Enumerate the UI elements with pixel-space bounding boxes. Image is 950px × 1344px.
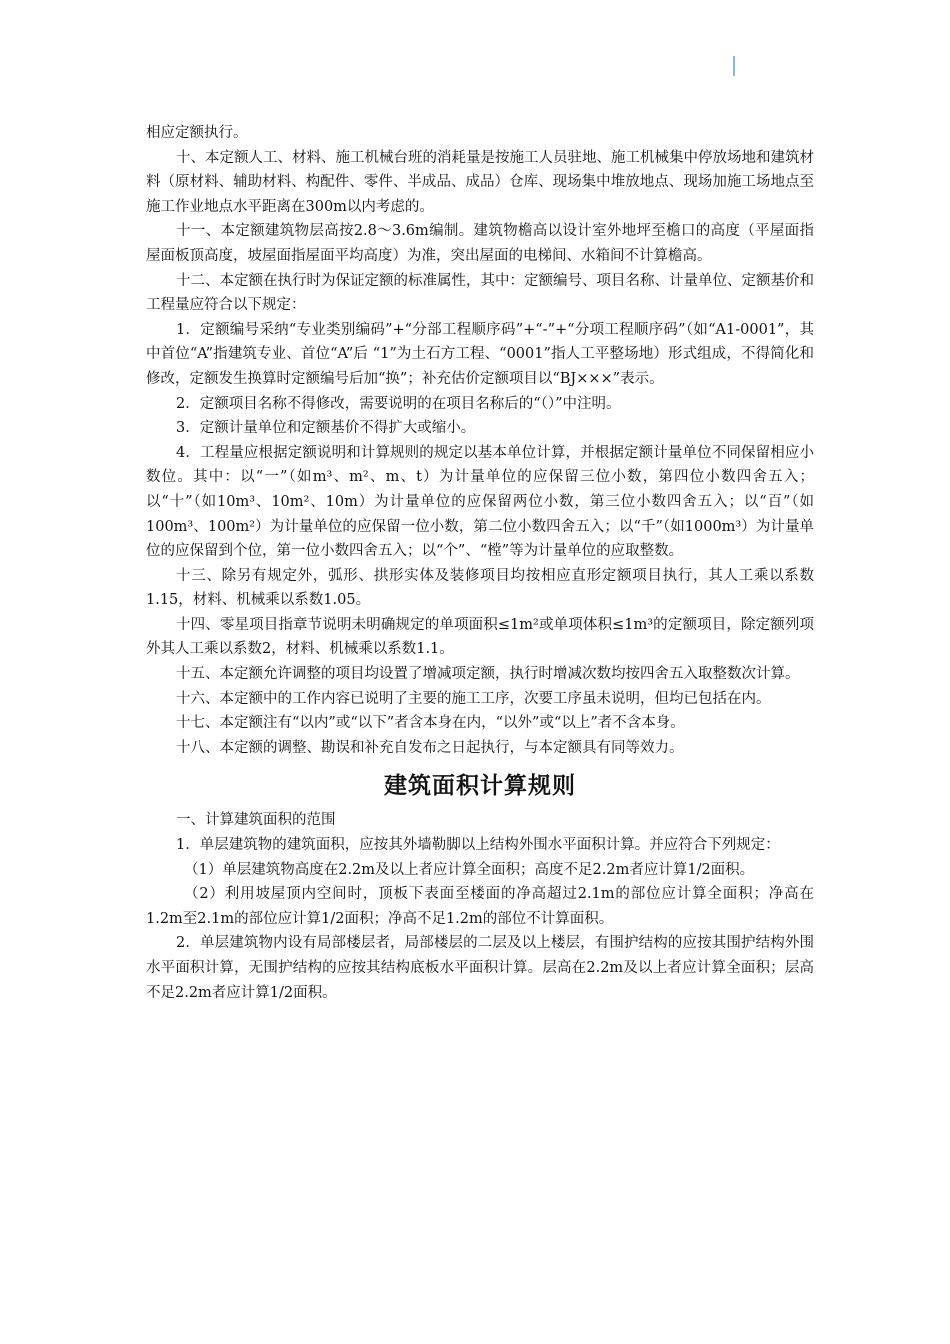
- paragraph-rule-2: 2．单层建筑物内设有局部楼层者，局部楼层的二层及以上楼层，有围护结构的应按其围护结构外围水平面积计算，无围护结构的应按其结构底板水平面积计算。层高在2.2m及以上者应计算全面积；层高不足2.2m者应计算1/2面积。: [146, 935, 814, 1001]
- section-title: 建筑面积计算规则: [384, 773, 576, 800]
- paragraph-item-16: 十六、本定额中的工作内容已说明了主要的施工工序，次要工序虽未说明，但均已包括在内。: [176, 690, 771, 707]
- paragraph-subitem-1: 1．定额编号采纳“专业类别编码”+“分部工程顺序码”+“-”+“分项工程顺序码”（如“A1-0001”，其中首位“A”指建筑专业、首位“A”后 “1”为土石方工程、“0001”指人工平整场地）形式组成，不得简化和修改，定额发生换算时定额编号后加“换”；补充估价定额项目以“BJ×××”表示。: [146, 321, 814, 387]
- paragraph-rule-1-sub-2: （2）利用坡屋顶内空间时，顶板下表面至楼面的净高超过2.1m的部位应计算全面积；净高在1.2m至2.1m的部位应计算1/2面积；净高不足1.2m的部位不计算面积。: [146, 886, 814, 927]
- paragraph-rule-1: 1．单层建筑物的建筑面积，应按其外墙勒脚以上结构外围水平面积计算。并应符合下列规定：: [176, 837, 780, 854]
- paragraph-item-13: 十三、除另有规定外，弧形、拱形实体及装修项目均按相应直形定额项目执行，其人工乘以系数1.15，材料、机械乘以系数1.05。: [146, 567, 814, 609]
- paragraph-continuation: 相应定额执行。: [146, 125, 248, 141]
- paragraph-rule-1-sub-1: （1）单层建筑物高度在2.2m及以上者应计算全面积；高度不足2.2m者应计算1/2面积。: [184, 861, 755, 878]
- paragraph-item-18: 十八、本定额的调整、勘误和补充自发布之日起执行，与本定额具有同等效力。: [176, 739, 684, 756]
- paragraph-subitem-3: 3．定额计量单位和定额基价不得扩大或缩小。: [176, 420, 476, 437]
- page-corner-mark: [733, 56, 735, 76]
- paragraph-item-12: 十二、本定额在执行时为保证定额的标准属性，其中：定额编号、项目名称、计量单位、定额基价和工程量应符合以下规定：: [146, 272, 814, 314]
- paragraph-item-14: 十四、零星项目指章节说明未明确规定的单项面积≤1m²或单项体积≤1m³的定额项目，除定额列项外其人工乘以系数2，材料、机械乘以系数1.1。: [146, 616, 814, 658]
- paragraph-item-15: 十五、本定额允许调整的项目均设置了增减项定额，执行时增减次数均按四舍五入取整数次计算。: [176, 666, 800, 683]
- paragraph-item-11: 十一、本定额建筑物层高按2.8～3.6m编制。建筑物檐高以设计室外地坪至檐口的高度（平屋面指屋面板顶高度，坡屋面指屋面平均高度）为准，突出屋面的电梯间、水箱间不计算檐高。: [146, 223, 814, 264]
- paragraph-scope-heading: 一、计算建筑面积的范围: [176, 812, 336, 829]
- paragraph-subitem-2: 2．定额项目名称不得修改，需要说明的在项目名称后的“（）”中注明。: [176, 395, 621, 412]
- paragraph-item-17: 十七、本定额注有“以内”或“以下”者含本身在内，“以外”或“以上”者不含本身。: [176, 715, 685, 732]
- paragraph-subitem-4: 4．工程量应根据定额说明和计算规则的规定以基本单位计算，并根据定额计量单位不同保留相应小数位。其中：以“一”（如m³、m²、m、t）为计量单位的应保留三位小数，第四位小数四舍五入；以“十”（如10m³、10m²、10m）为计量单位的应保留两位小数，第三位小数四舍五入；以“百”（如100m³、100m²）为计量单位的应保留一位小数，第二位小数四舍五入；以“千”（如1000m³）为计量单位的应保留到个位，第一位小数四舍五入；以“个”、“樘”等为计量单位的应取整数。: [146, 444, 814, 560]
- document-body: [146, 121, 814, 1005]
- paragraph-item-10: 十、本定额人工、材料、施工机械台班的消耗量是按施工人员驻地、施工机械集中停放场地和建筑材料（原材料、辅助材料、构配件、零件、半成品、成品）仓库、现场集中堆放地点、现场加施工场地点至施工作业地点水平距离在300m以内考虑的。: [146, 149, 814, 215]
